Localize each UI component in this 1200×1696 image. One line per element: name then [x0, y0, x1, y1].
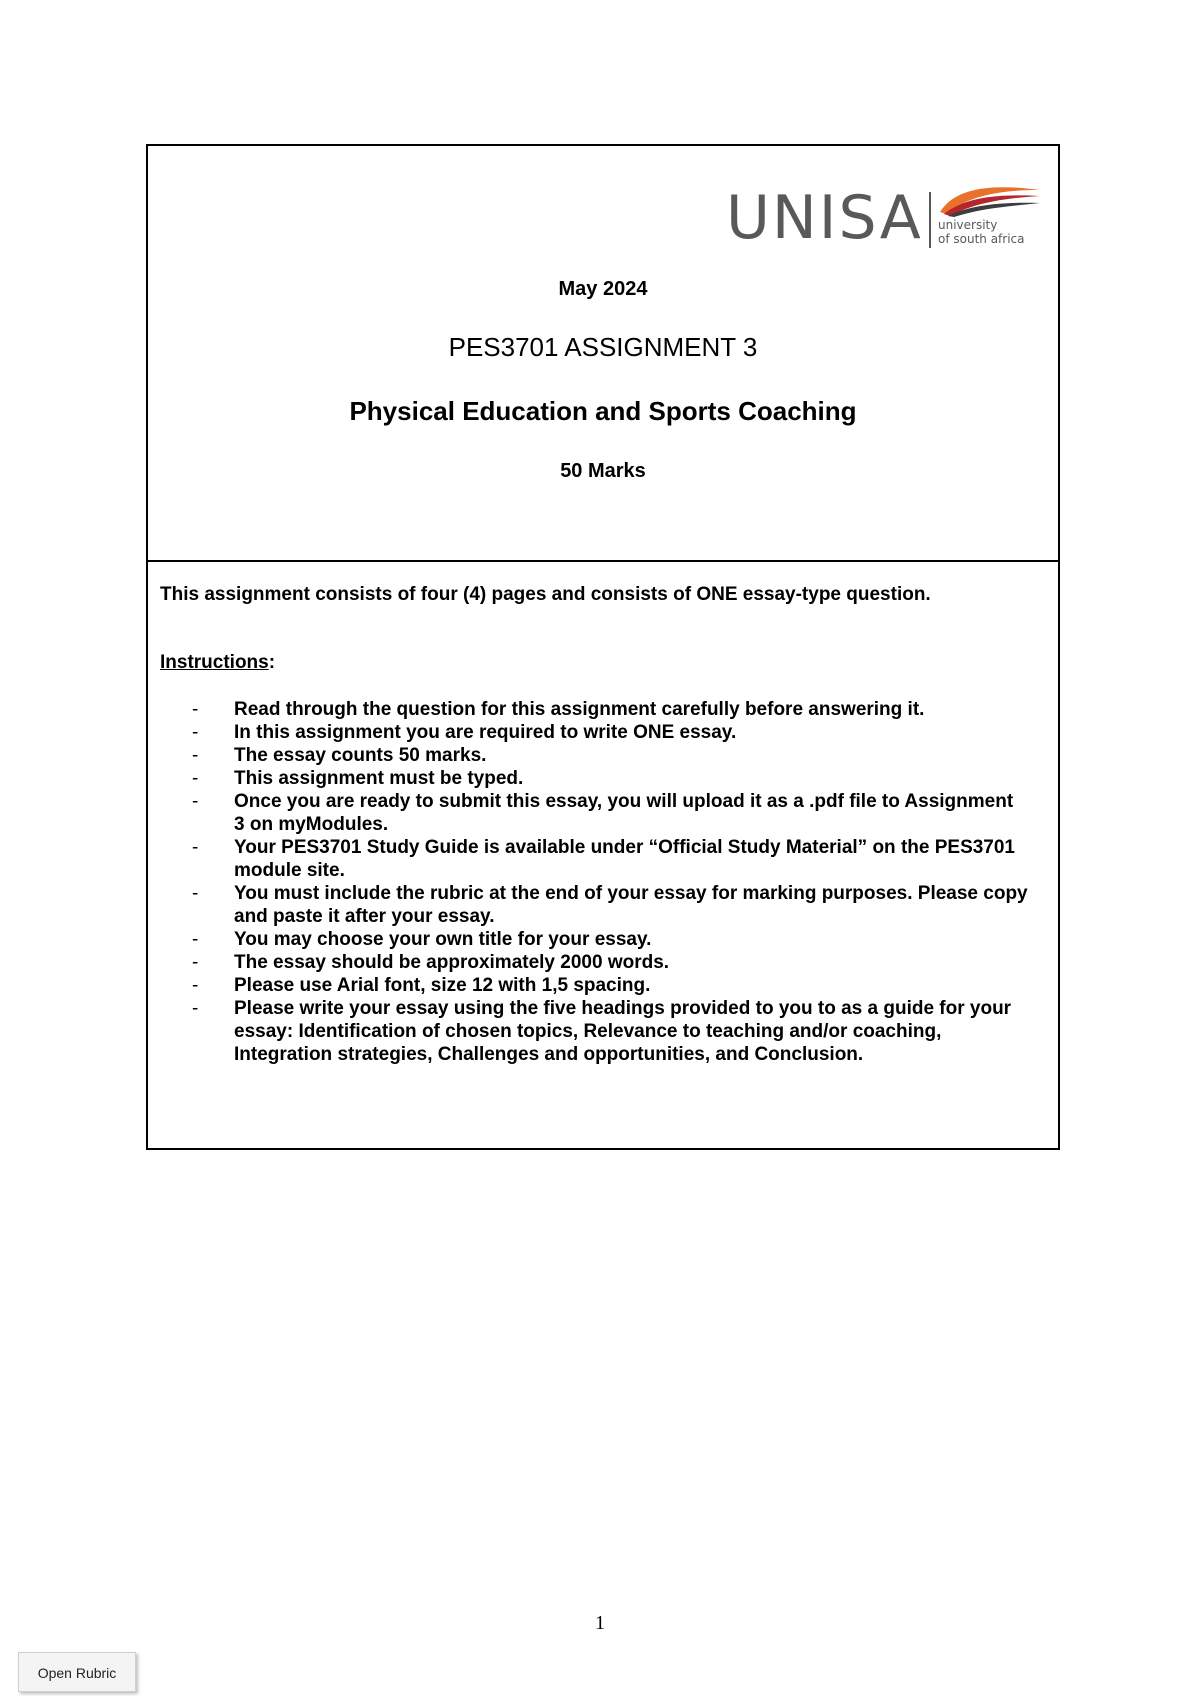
- list-dash: -: [192, 883, 199, 904]
- instructions-heading: [160, 652, 275, 674]
- instruction-text: This assignment must be typed.: [234, 768, 524, 789]
- logo-wordmark: UNISA: [726, 183, 923, 253]
- document-title: PES3701 ASSIGNMENT 3: [448, 332, 758, 362]
- document-subtitle: Physical Education and Sports Coaching: [349, 396, 857, 426]
- instruction-text: You may choose your own title for your essay.: [234, 929, 652, 950]
- list-dash: -: [192, 929, 199, 950]
- instruction-text: Once you are ready to submit this essay, you will upload it as a .pdf file to Assignment 3 on myModules.: [234, 791, 1014, 835]
- list-dash: -: [192, 768, 199, 789]
- cover-box: [146, 144, 1060, 560]
- list-dash: -: [192, 975, 199, 996]
- list-dash: -: [192, 837, 199, 858]
- instructions-list: [188, 698, 1028, 1066]
- logo-sub-line2: of south africa: [938, 232, 1025, 246]
- instruction-item: [188, 767, 1028, 790]
- instruction-item: [188, 744, 1028, 767]
- instruction-text: Please write your essay using the five headings provided to you to as a guide for your essay: Identification of chosen topics, Relevance to teaching and/or coaching, Integration strategies, Challenges and opportunities, and Conclusion.: [234, 998, 1012, 1065]
- list-dash: -: [192, 745, 199, 766]
- list-dash: -: [192, 791, 199, 812]
- instruction-text: Please use Arial font, size 12 with 1,5 spacing.: [234, 975, 651, 996]
- instructions-label: Instructions: [160, 652, 269, 673]
- instruction-item: [188, 836, 1028, 882]
- unisa-logo: [726, 182, 1044, 254]
- list-dash: -: [192, 699, 199, 720]
- instruction-text: The essay should be approximately 2000 words.: [234, 952, 670, 973]
- instruction-text: The essay counts 50 marks.: [234, 745, 487, 766]
- document-marks: 50 Marks: [560, 460, 646, 482]
- logo-flag-icon: [936, 182, 1044, 218]
- instruction-item: [188, 790, 1028, 836]
- instruction-text: Your PES3701 Study Guide is available under “Official Study Material” on the PES3701 module site.: [234, 837, 1016, 881]
- instructions-colon: :: [268, 652, 276, 673]
- instruction-text: In this assignment you are required to write ONE essay.: [234, 722, 737, 743]
- instruction-item: [188, 928, 1028, 951]
- document-date: May 2024: [558, 278, 648, 300]
- instruction-item: [188, 951, 1028, 974]
- logo-separator: [929, 192, 931, 248]
- page-number: 1: [595, 1612, 605, 1634]
- instruction-item: [188, 698, 1028, 721]
- open-rubric-button[interactable]: Open Rubric: [18, 1652, 136, 1692]
- instruction-text: Read through the question for this assignment carefully before answering it.: [234, 699, 925, 720]
- list-dash: -: [192, 998, 199, 1019]
- list-dash: -: [192, 722, 199, 743]
- instruction-item: [188, 882, 1028, 928]
- instructions-box: [146, 560, 1060, 1150]
- list-dash: -: [192, 952, 199, 973]
- instruction-item: [188, 721, 1028, 744]
- assignment-intro: This assignment consists of four (4) pages and consists of ONE essay-type question.: [160, 584, 931, 605]
- logo-subtext: [938, 218, 1025, 246]
- logo-sub-line1: university: [938, 218, 998, 232]
- instruction-item: [188, 997, 1028, 1066]
- instruction-text: You must include the rubric at the end of your essay for marking purposes. Please copy and paste it after your essay.: [234, 883, 1028, 927]
- instruction-item: [188, 974, 1028, 997]
